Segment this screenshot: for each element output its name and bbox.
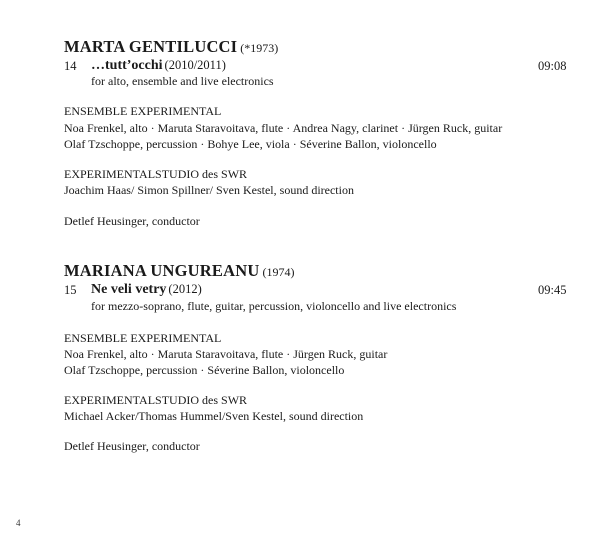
page-number: 4 <box>16 518 21 528</box>
composer-heading <box>64 261 294 281</box>
ensemble-members-line: Noa Frenkel, alto · Maruta Staravoitava, flute · Jürgen Ruck, guitar <box>64 347 388 361</box>
work-title <box>91 58 226 74</box>
ensemble-members-line: Olaf Tzschoppe, percussion · Bohye Lee, viola · Séverine Ballon, violoncello <box>64 137 437 151</box>
ensemble-name: ENSEMBLE EXPERIMENTAL <box>64 331 222 345</box>
track-duration: 09:45 <box>538 283 567 297</box>
studio-name: EXPERIMENTALSTUDIO des SWR <box>64 167 248 181</box>
ensemble-name: ENSEMBLE EXPERIMENTAL <box>64 104 222 118</box>
sound-direction: Michael Acker/Thomas Hummel/Sven Kestel, sound direction <box>64 409 364 423</box>
track-number: 14 <box>64 59 77 73</box>
work-title-text: …tutt’occhi <box>91 58 163 73</box>
sound-direction: Joachim Haas/ Simon Spillner/ Sven Kestel, sound direction <box>64 183 354 197</box>
work-title-text: Ne veli vetry <box>91 282 167 297</box>
instrumentation: for alto, ensemble and live electronics <box>91 74 274 88</box>
ensemble-members-line: Noa Frenkel, alto · Maruta Staravoitava, flute · Andrea Nagy, clarinet · Jürgen Ruck, guitar <box>64 121 503 135</box>
composer-years: (1974) <box>262 265 295 279</box>
composer-name: MARTA GENTILUCCI <box>64 37 238 56</box>
instrumentation: for mezzo-soprano, flute, guitar, percussion, violoncello and live electronics <box>91 299 457 313</box>
composer-heading <box>64 37 278 57</box>
studio-name: EXPERIMENTALSTUDIO des SWR <box>64 393 248 407</box>
track-duration: 09:08 <box>538 59 567 73</box>
ensemble-members-line: Olaf Tzschoppe, percussion · Séverine Ballon, violoncello <box>64 363 345 377</box>
conductor: Detlef Heusinger, conductor <box>64 214 200 228</box>
composer-name: MARIANA UNGUREANU <box>64 261 260 280</box>
conductor: Detlef Heusinger, conductor <box>64 439 200 453</box>
work-year: (2012) <box>168 282 202 296</box>
work-title <box>91 282 202 298</box>
composer-years: (*1973) <box>240 41 279 55</box>
track-number: 15 <box>64 283 77 297</box>
work-year: (2010/2011) <box>164 58 226 72</box>
